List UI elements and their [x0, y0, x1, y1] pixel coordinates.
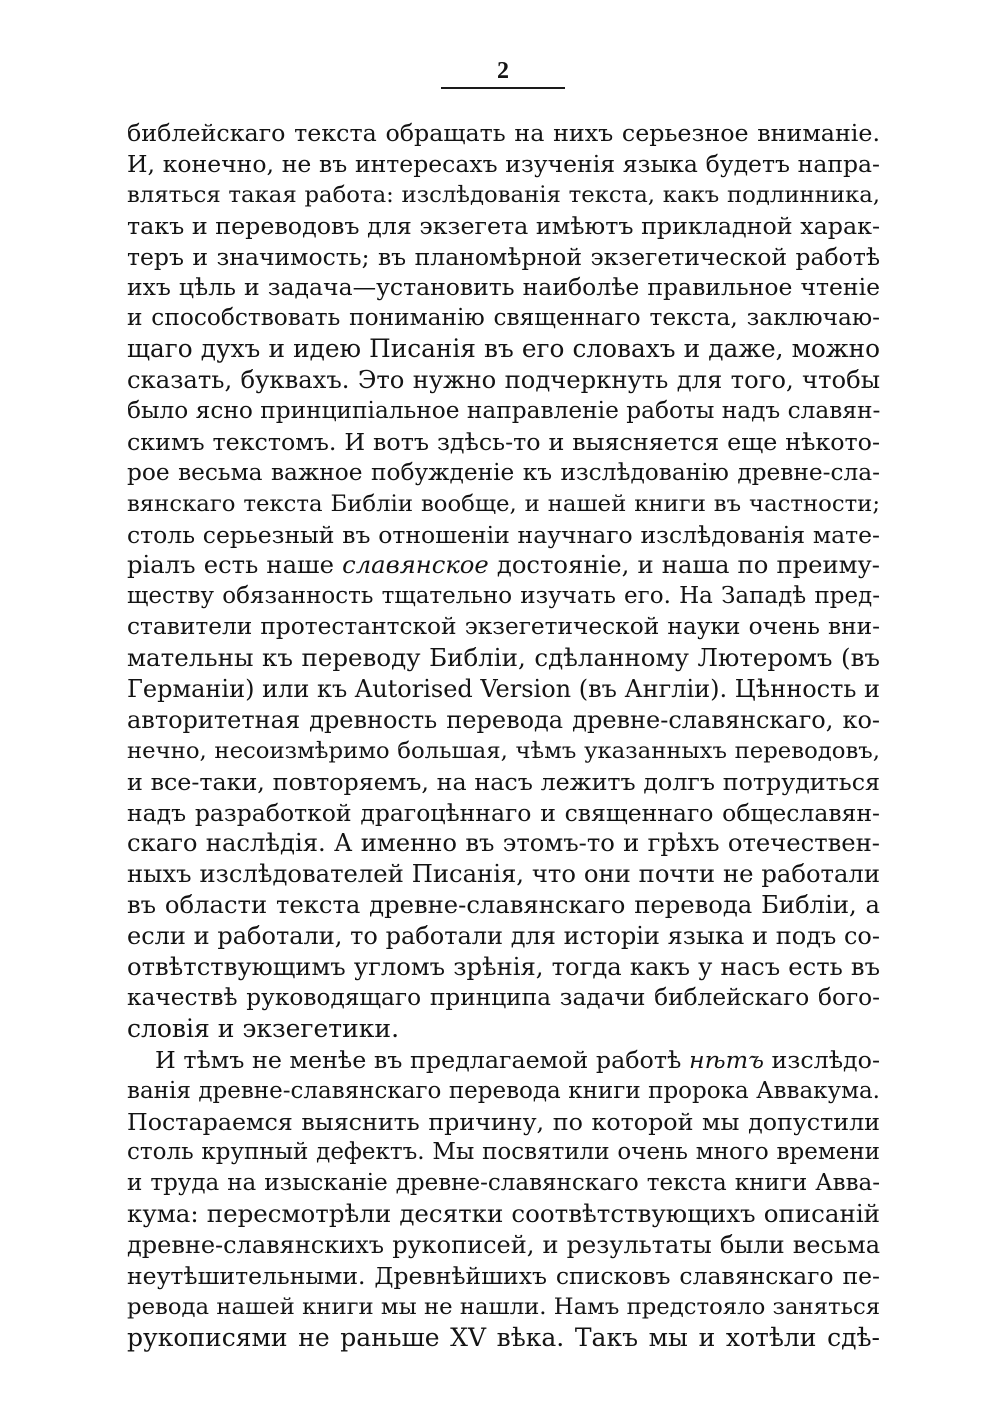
text-line: нечно, несоизмѣримо большая, чѣмъ указанныхъ переводовъ,: [127, 737, 880, 764]
text-line: вянскаго текста Библіи вообще, и нашей книги въ частности;: [127, 490, 880, 517]
text-line: щаго духъ и идею Писанія въ его словахъ и даже, можно: [127, 334, 880, 364]
body-text: [127, 118, 880, 1354]
text-line: Германіи) или къ Autorised Version (въ Англіи). Цѣнность и: [127, 675, 881, 704]
text-line: кума: пересмотрѣли десятки соотвѣтствующихъ описаній: [127, 1199, 880, 1229]
text-line: если и работали, то работали для исторіи языка и подъ со-: [127, 922, 880, 951]
text-line: ревода нашей книги мы не нашли. Намъ предстояло заняться: [127, 1293, 881, 1320]
text-line: авторитетная древность перевода древне-славянскаго, ко-: [127, 705, 880, 734]
text-line: скимъ текстомъ. И вотъ здѣсь-то и выясняется еще нѣкото-: [127, 427, 880, 456]
text-line: и труда на изысканіе древне-славянскаго текста книги Авва-: [127, 1170, 880, 1197]
text-line: сказать, буквахъ. Это нужно подчеркнуть для того, чтобы: [127, 365, 880, 395]
text-line-with-emphasis: [127, 550, 880, 581]
text-line: ныхъ изслѣдователей Писанія, что они почти не работали: [127, 859, 880, 889]
text-line: такъ и переводовъ для экзегета имѣютъ прикладной харак-: [127, 211, 880, 240]
text-line: теръ и значимость; въ планомѣрной экзегетической работѣ: [127, 242, 880, 271]
text-line: древне-славянскихъ рукописей, и результаты были весьма: [127, 1231, 880, 1260]
text-line: и все-таки, повторяемъ, на насъ лежитъ долгъ потрудиться: [127, 767, 880, 796]
text-line: ихъ цѣль и задача—установить наиболѣе правильное чтеніе: [127, 273, 880, 302]
text-line: столь серьезный въ отношеніи научнаго изслѣдованія мате-: [127, 520, 880, 549]
text-line: ществу обязанность тщательно изучать его. На Западѣ пред-: [127, 583, 880, 610]
text-line: столь крупный дефектъ. Мы посвятили очень много времени: [127, 1139, 880, 1166]
text-segment: изслѣдо-: [763, 1045, 880, 1074]
text-line: скаго наслѣдія. А именно въ этомъ-то и грѣхъ отечествен-: [127, 828, 880, 858]
paragraph-2: [127, 1045, 880, 1354]
text-line: качествѣ руководящаго принципа задачи библейскаго бого-: [127, 983, 880, 1011]
emphasized-word: нѣтъ: [688, 1045, 764, 1074]
text-line: рукописями не раньше XV вѣка. Такъ мы и хотѣли сдѣ-: [127, 1322, 880, 1352]
text-line: было ясно принципіальное направленіе работы надъ славян-: [127, 397, 881, 425]
header-rule: [441, 87, 565, 89]
text-segment: достояніе, и наша по преиму-: [488, 550, 880, 580]
page-number: 2: [497, 58, 509, 84]
text-line: вляться такая работа: изслѣдованія текста, какъ подлинника,: [127, 181, 880, 208]
text-segment: И тѣмъ не менѣе въ предлагаемой работѣ: [155, 1045, 689, 1074]
text-line: въ области текста древне-славянскаго перевода Библіи, а: [127, 890, 880, 920]
text-line: неутѣшительными. Древнѣйшихъ списковъ славянскаго пе-: [127, 1261, 880, 1290]
text-line: и способствовать пониманію священнаго текста, заключаю-: [127, 304, 880, 332]
text-line: рое весьма важное побужденіе къ изслѣдованію древне-сла-: [127, 458, 880, 486]
text-line: И, конечно, не въ интересахъ изученія языка будетъ напра-: [127, 149, 880, 178]
paragraph-1: [127, 118, 880, 1045]
text-line: Постараемся выяснить причину, по которой мы допустили: [127, 1107, 880, 1136]
text-line-with-emphasis: [127, 1045, 880, 1076]
emphasized-word: славянское: [342, 550, 489, 580]
text-line: ставители протестантской экзегетической науки очень вни-: [127, 613, 880, 641]
text-line: отвѣтствующимъ угломъ зрѣнія, тогда какъ у насъ есть въ: [127, 952, 880, 982]
text-segment: ріалъ есть наше: [127, 550, 343, 580]
text-line-last: словія и экзегетики.: [127, 1013, 400, 1043]
text-line: надъ разработкой драгоцѣннаго и священнаго общеславян-: [127, 798, 880, 827]
text-line: библейскаго текста обращать на нихъ серьезное вниманіе.: [127, 119, 880, 147]
text-line: мательны къ переводу Библіи, сдѣланному Лютеромъ (въ: [127, 643, 880, 673]
text-line: ванія древне-славянскаго перевода книги пророка Аввакума.: [127, 1077, 880, 1104]
